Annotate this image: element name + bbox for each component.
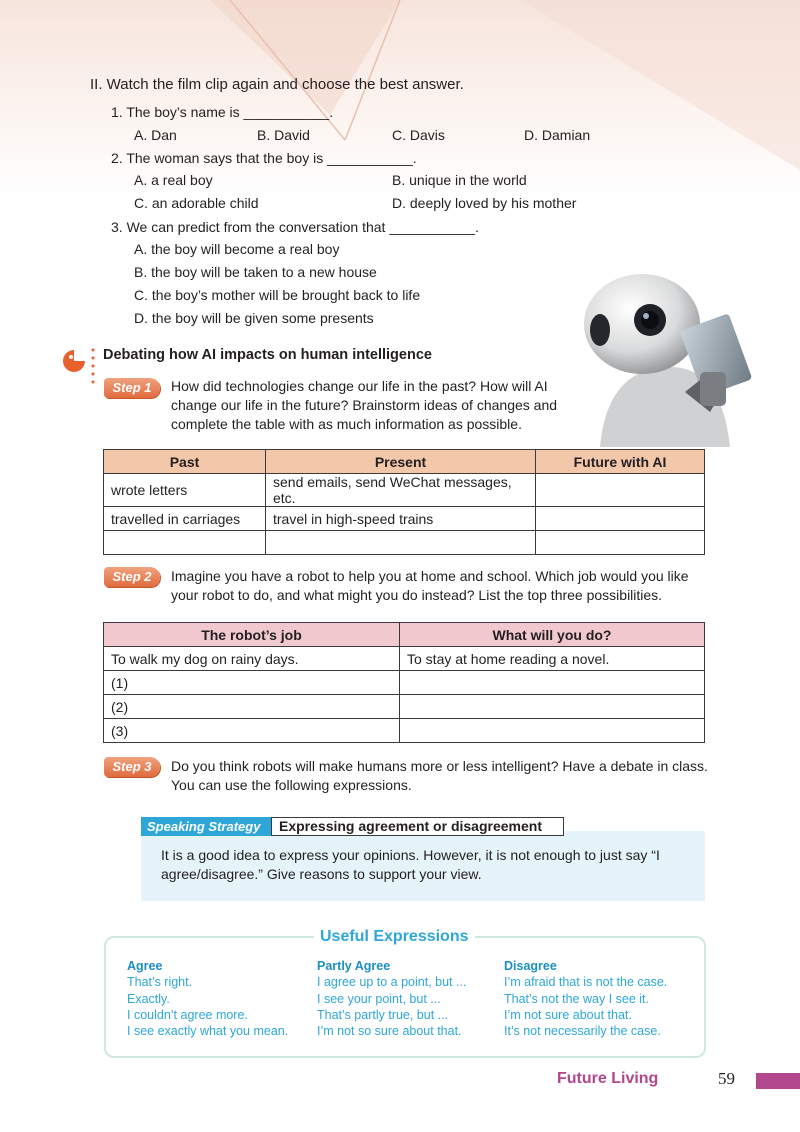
- table-cell-input[interactable]: (1): [104, 671, 400, 695]
- table-row: [104, 531, 705, 555]
- table-header: The robot’s job: [104, 623, 400, 647]
- step-3-badge: Step 3: [104, 757, 160, 777]
- expression-item: That’s not the way I see it.: [504, 991, 649, 1006]
- useful-expressions-title: Useful Expressions: [314, 927, 475, 947]
- table-header: Future with AI: [536, 450, 705, 474]
- step-2-text: Imagine you have a robot to help you at home and school. Which job would you like your robot to do, and what might you do instead? List the top three possibilities.: [171, 568, 689, 603]
- footer-color-bar: [756, 1073, 800, 1089]
- column-heading: Agree: [127, 959, 163, 973]
- step-2-badge: Step 2: [104, 567, 160, 587]
- table-header: What will you do?: [400, 623, 705, 647]
- table-cell: To walk my dog on rainy days.: [104, 647, 400, 671]
- expression-item: I couldn’t agree more.: [127, 1007, 248, 1022]
- q2-option-b[interactable]: B. unique in the world: [392, 172, 527, 188]
- table-cell-input[interactable]: [104, 531, 266, 555]
- speaking-strategy-label: Speaking Strategy: [141, 817, 271, 836]
- question-3: 3. We can predict from the conversation that ___________.: [111, 219, 479, 235]
- table-cell-input[interactable]: [536, 507, 705, 531]
- table-cell-input[interactable]: (3): [104, 719, 400, 743]
- q1-option-d[interactable]: D. Damian: [524, 127, 591, 143]
- q3-option-a[interactable]: A. the boy will become a real boy: [134, 241, 340, 257]
- table-cell-input[interactable]: [400, 695, 705, 719]
- expression-item: I’m not so sure about that.: [317, 1024, 462, 1039]
- step-1-text: How did technologies change our life in the past? How will AI change our life in the future? Brainstorm ideas of changes and complete the table with as much information as possible.: [171, 378, 558, 432]
- table-row: [104, 719, 705, 743]
- expression-item: I’m afraid that is not the case.: [504, 975, 668, 990]
- expression-item: That’s partly true, but ...: [317, 1007, 449, 1022]
- table-row: [104, 695, 705, 719]
- q1-option-a[interactable]: A. Dan: [134, 127, 177, 143]
- expressions-column-partly-agree: [317, 958, 499, 1039]
- table-cell-input[interactable]: [400, 719, 705, 743]
- q2-option-c[interactable]: C. an adorable child: [134, 195, 259, 211]
- table-cell-input[interactable]: [266, 531, 536, 555]
- activity-icon: [62, 348, 92, 378]
- q1-option-c[interactable]: C. Davis: [392, 127, 445, 143]
- expression-item: That’s right.: [127, 975, 193, 990]
- table-cell-input[interactable]: [400, 671, 705, 695]
- table-row: [104, 507, 705, 531]
- step-3-text: Do you think robots will make humans more or less intelligent? Have a debate in class. You can use the following expressions.: [171, 758, 708, 793]
- table-row: [104, 474, 705, 507]
- table-cell: wrote letters: [104, 474, 266, 507]
- expression-item: I see your point, but ...: [317, 991, 441, 1006]
- table-header: Present: [266, 450, 536, 474]
- column-heading: Partly Agree: [317, 959, 391, 973]
- table-cell-input[interactable]: (2): [104, 695, 400, 719]
- table-header: Past: [104, 450, 266, 474]
- q1-option-b[interactable]: B. David: [257, 127, 310, 143]
- q2-option-d[interactable]: D. deeply loved by his mother: [392, 195, 577, 211]
- q3-option-c[interactable]: C. the boy’s mother will be brought back to life: [134, 287, 421, 303]
- expressions-column-disagree: [504, 958, 699, 1039]
- q3-option-d[interactable]: D. the boy will be given some presents: [134, 310, 374, 326]
- question-2: 2. The woman says that the boy is ___________.: [111, 150, 417, 166]
- table-cell: travel in high-speed trains: [266, 507, 536, 531]
- column-heading: Disagree: [504, 959, 557, 973]
- expression-item: I agree up to a point, but ...: [317, 975, 467, 990]
- expression-item: I’m not sure about that.: [504, 1007, 632, 1022]
- table-cell: send emails, send WeChat messages, etc.: [266, 474, 536, 507]
- table-row: [104, 671, 705, 695]
- expression-item: Exactly.: [127, 991, 170, 1006]
- table-cell: To stay at home reading a novel.: [400, 647, 705, 671]
- dotted-divider: [90, 346, 96, 396]
- q2-option-a[interactable]: A. a real boy: [134, 172, 213, 188]
- page-number: 59: [718, 1069, 735, 1088]
- section-heading: II. Watch the film clip again and choose the best answer.: [90, 76, 464, 93]
- robot-illustration: [560, 272, 770, 447]
- table-row: [104, 647, 705, 671]
- decorative-background-shape: [0, 0, 800, 200]
- unit-title: Future Living: [557, 1070, 659, 1087]
- speaking-strategy-text: It is a good idea to express your opinions. However, it is not enough to just say “I agree/disagree.” Give reasons to support your view.: [161, 847, 660, 882]
- step-1-badge: Step 1: [104, 378, 160, 398]
- q3-option-b[interactable]: B. the boy will be taken to a new house: [134, 264, 377, 280]
- speaking-strategy-title: Expressing agreement or disagreement: [271, 817, 564, 836]
- debate-title: Debating how AI impacts on human intelligence: [103, 347, 432, 363]
- table-cell-input[interactable]: [536, 474, 705, 507]
- expression-item: It’s not necessarily the case.: [504, 1024, 661, 1039]
- table-cell-input[interactable]: [536, 531, 705, 555]
- table-cell: travelled in carriages: [104, 507, 266, 531]
- question-1: 1. The boy’s name is ___________.: [111, 104, 334, 120]
- expression-item: I see exactly what you mean.: [127, 1024, 289, 1039]
- changes-table: [103, 449, 705, 555]
- expressions-column-agree: [127, 958, 312, 1039]
- robot-jobs-table: [103, 622, 705, 743]
